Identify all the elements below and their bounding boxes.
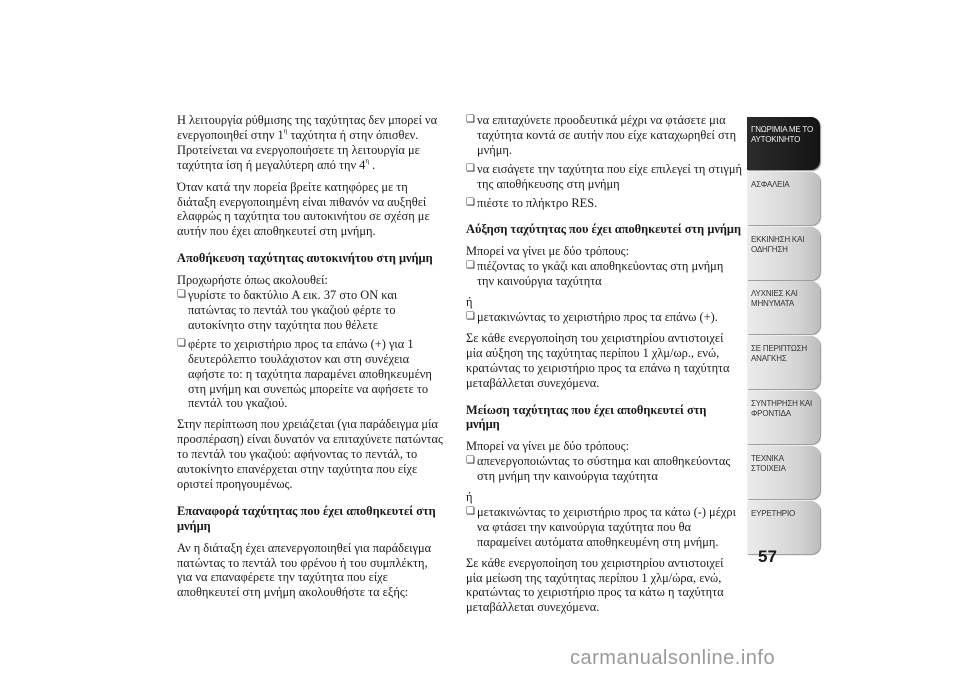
overtake-paragraph: Στην περίπτωση που χρειάζεται (για παράδειγμα μία προσπέραση) είναι δυνατόν να επιταχύνετε πατώντας το πεντάλ του γκαζιού: αφήνοντας το πεντάλ, το αυτοκίνητο επανέρχεται στην ταχύτητα που είχε οριστεί προηγουμένως. — [177, 417, 443, 491]
tab-warning-lights[interactable]: ΛΥΧΝΙΕΣ ΚΑΙ ΜΗΝΥΜΑΤΑ — [747, 281, 820, 334]
procedure-intro: Προχωρήστε όπως ακολουθεί: — [177, 273, 328, 288]
tab-technical-data[interactable]: ΤΕΧΝΙΚΑ ΣΤΟΙΧΕΙΑ — [747, 446, 820, 499]
ordinal-superscript: η — [365, 156, 370, 165]
list-item: ❏ γυρίστε το δακτύλιο A εικ. 37 στο ON και πατώντας το πεντάλ του γκαζιού φέρτε το αυτοκίνητο στην ταχύτητα που θέλετε — [177, 288, 445, 333]
restore-steps — [466, 113, 742, 210]
section-heading-increase-speed: Αύξηση ταχύτητας που έχει αποθηκευτεί στη μνήμη — [466, 222, 741, 237]
decrease-paragraph: Σε κάθε ενεργοποίηση του χειριστηρίου αντιστοιχεί μία μείωση της ταχύτητας περίπου 1 χλμ/ώρα, ενώ, κρατώντας το χειριστήριο προς τα κάτω η ταχύτητα μεταβάλλεται συνεχόμενα. — [466, 555, 724, 615]
increase-option-b — [466, 310, 742, 325]
tab-emergency[interactable]: ΣΕ ΠΕΡΙΠΤΩΣΗ ΑΝΑΓΚΗΣ — [747, 336, 820, 389]
decrease-option-b — [466, 505, 742, 550]
list-item: ❏ να εισάγετε την ταχύτητα που είχε επιλεγεί τη στιγμή της αποθήκευσης στη μνήμη — [466, 162, 742, 192]
list-item: ❏ μετακινώντας το χειριστήριο προς τα επάνω (+). — [466, 310, 742, 325]
right-column — [466, 113, 742, 622]
list-item: ❏ απενεργοποιώντας το σύστημα και αποθηκεύοντας στη μνήμη την καινούργια ταχύτητα — [466, 454, 742, 484]
tab-starting-driving[interactable]: ΕΚΚΙΝΗΣΗ ΚΑΙ ΟΔΗΓΗΣΗ — [747, 227, 820, 280]
text-run: ταχύτητα ή στην όπισθεν. Προτείνεται να ενεργοποιήσετε τη λειτουργία με ταχύτητα ίση ή μεγαλύτερη από την 4 — [177, 127, 420, 172]
text-run: Η λειτουργία ρύθμισης της ταχύτητας δεν μπορεί να ενεργοποιηθεί στην 1 — [177, 113, 438, 142]
intro-paragraph — [177, 113, 445, 173]
section-heading-decrease-speed: Μείωση ταχύτητας που έχει αποθηκευτεί στη μνήμη — [466, 402, 707, 432]
two-ways-intro: Μπορεί να γίνει με δύο τρόπους: — [466, 439, 630, 454]
section-heading-store-speed: Αποθήκευση ταχύτητας αυτοκινήτου στη μνήμη — [177, 251, 433, 266]
or-separator: ή — [466, 490, 473, 505]
list-item: ❏ μετακινώντας το χειριστήριο προς τα κάτω (-) μέχρι να φτάσει την καινούργια ταχύτητα που θα παραμείνει αυτόματα αποθηκευμένη στη μνήμη. — [466, 505, 742, 550]
or-separator: ή — [466, 295, 473, 310]
downhill-paragraph: Όταν κατά την πορεία βρείτε κατηφόρες με τη διάταξη ενεργοποιημένη είναι πιθανόν να αυξηθεί ελαφρώς η ταχύτητα του αυτοκινήτου σε σχέση με αυτήν που έχει αποθηκευτεί στη μνήμη. — [177, 179, 430, 239]
text-run: . — [369, 157, 376, 172]
tab-getting-to-know-car[interactable]: ΓΝΩΡΙΜΙΑ ΜΕ ΤΟ ΑΥΤΟΚΙΝΗΤΟ — [747, 117, 820, 170]
tab-index[interactable]: ΕΥΡΕΤΗΡΙΟ — [747, 501, 820, 554]
list-item: ❏ πιέζοντας το γκάζι και αποθηκεύοντας στη μνήμη την καινούργια ταχύτητα — [466, 259, 742, 289]
chapter-tabs — [747, 117, 820, 555]
list-item: ❏ φέρτε το χειριστήριο προς τα επάνω (+) για 1 δευτερόλεπτο τουλάχιστον και στη συνέχεια αφήστε το: η ταχύτητα παραμένει αποθηκευμένη στη μνήμη και συνεπώς μπορείτε να αφήσετε το πεντάλ του γκαζιού. — [177, 337, 445, 412]
store-speed-steps — [177, 288, 445, 411]
increase-paragraph: Σε κάθε ενεργοποίηση του χειριστηρίου αντιστοιχεί μία αύξηση της ταχύτητας περίπου 1 χλμ/ωρ., ενώ, κρατώντας το χειριστήριο προς τα επάνω η ταχύτητα μεταβάλλεται συνεχόμενα. — [466, 330, 730, 390]
tab-safety[interactable]: ΑΣΦΑΛΕΙΑ — [747, 172, 820, 225]
list-item: ❏ να επιταχύνετε προοδευτικά μέχρι να φτάσετε μια ταχύτητα κοντά σε αυτήν που είχε καταχωρηθεί στη μνήμη. — [466, 113, 742, 158]
list-item: ❏ πιέστε το πλήκτρο RES. — [466, 196, 742, 211]
section-heading-restore-speed: Επαναφορά ταχύτητας που έχει αποθηκευτεί στη μνήμη — [177, 503, 436, 533]
ordinal-superscript: η — [283, 126, 288, 135]
restore-paragraph: Αν η διάταξη έχει απενεργοποιηθεί για παράδειγμα πατώντας το πεντάλ του φρένου ή του συμπλέκτη, για να επαναφέρετε την ταχύτητα που είχε αποθηκευτεί στη μνήμη ακολουθήστε τα εξής: — [177, 540, 432, 600]
decrease-option-a — [466, 454, 742, 484]
tab-maintenance[interactable]: ΣΥΝΤΗΡΗΣΗ ΚΑΙ ΦΡΟΝΤΙΔΑ — [747, 391, 820, 444]
watermark: carmanualsonline.info — [570, 647, 776, 669]
increase-option-a — [466, 259, 742, 289]
two-ways-intro: Μπορεί να γίνει με δύο τρόπους: — [466, 244, 630, 259]
page-number: 57 — [758, 547, 777, 566]
left-column — [177, 113, 445, 607]
